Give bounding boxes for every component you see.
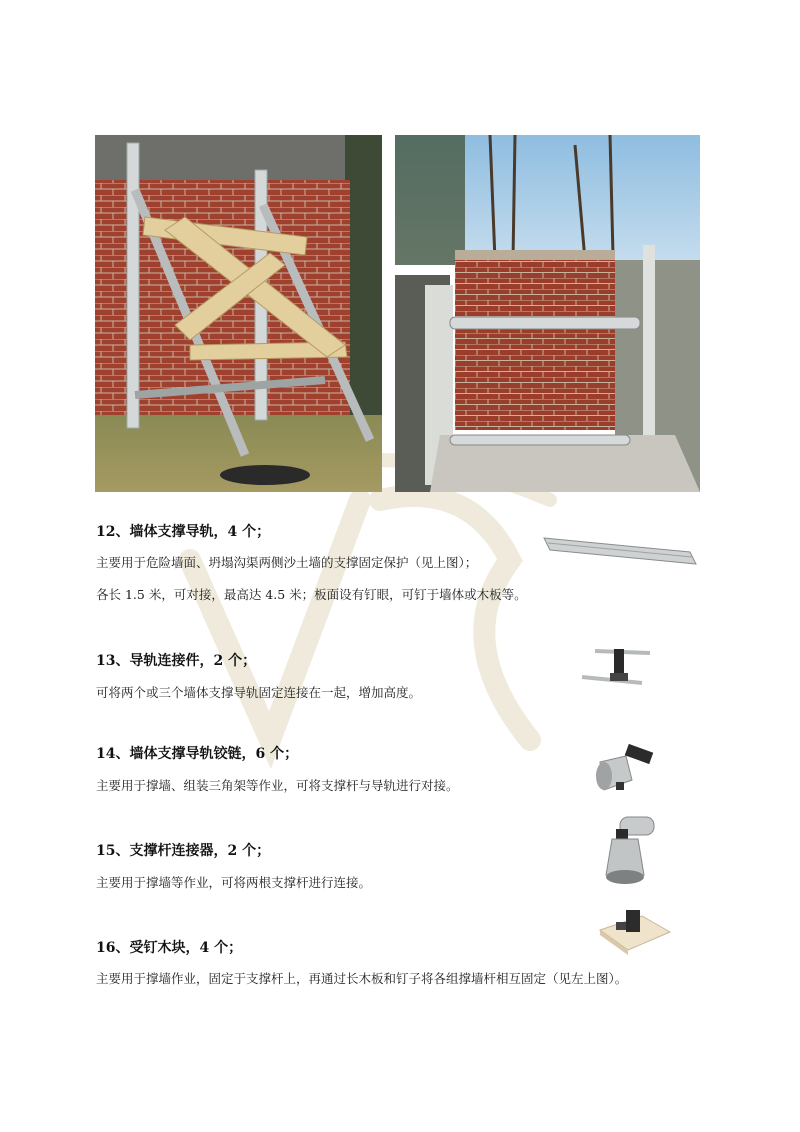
item-13-title: 13、导轨连接件，2 个； — [96, 653, 257, 669]
item-14-line-1: 主要用于撑墙、组装三角架等作业，可将支撑杆与导轨进行对接。 — [96, 778, 459, 793]
item-15-title: 15、支撑杆连接器，2 个； — [96, 843, 271, 859]
item-14-title: 14、墙体支撑导轨铰链，6 个； — [96, 746, 299, 762]
support-rail-image — [540, 530, 700, 574]
rail-hinge-image — [592, 742, 662, 801]
item-12-line-1: 主要用于危险墙面、坍塌沟渠两侧沙土墙的支撑固定保护（见上图）； — [96, 555, 478, 570]
brick-wall-shoring-photo — [95, 135, 382, 492]
item-16-line-1: 主要用于撑墙作业，固定于支撑杆上，再通过长木板和钉子将各组撑墙杆相互固定（见左上图）。 — [96, 971, 628, 986]
item-12-line-2: 各长 1.5 米，可对接，最高达 4.5 米；板面设有钉眼，可钉于墙体或木板等。 — [96, 587, 527, 602]
strut-connector-image — [598, 813, 658, 892]
item-12-title: 12、墙体支撑导轨，4 个； — [96, 524, 271, 540]
rail-connector-image — [580, 643, 655, 697]
trench-shoring-photo — [395, 135, 700, 492]
item-15-line-1: 主要用于撑墙等作业，可将两根支撑杆进行连接。 — [96, 875, 372, 890]
item-16-title: 16、受钉木块，4 个； — [96, 940, 243, 956]
nail-block-image — [596, 900, 674, 960]
item-13-line-1: 可将两个或三个墙体支撑导轨固定连接在一起，增加高度。 — [96, 685, 422, 700]
